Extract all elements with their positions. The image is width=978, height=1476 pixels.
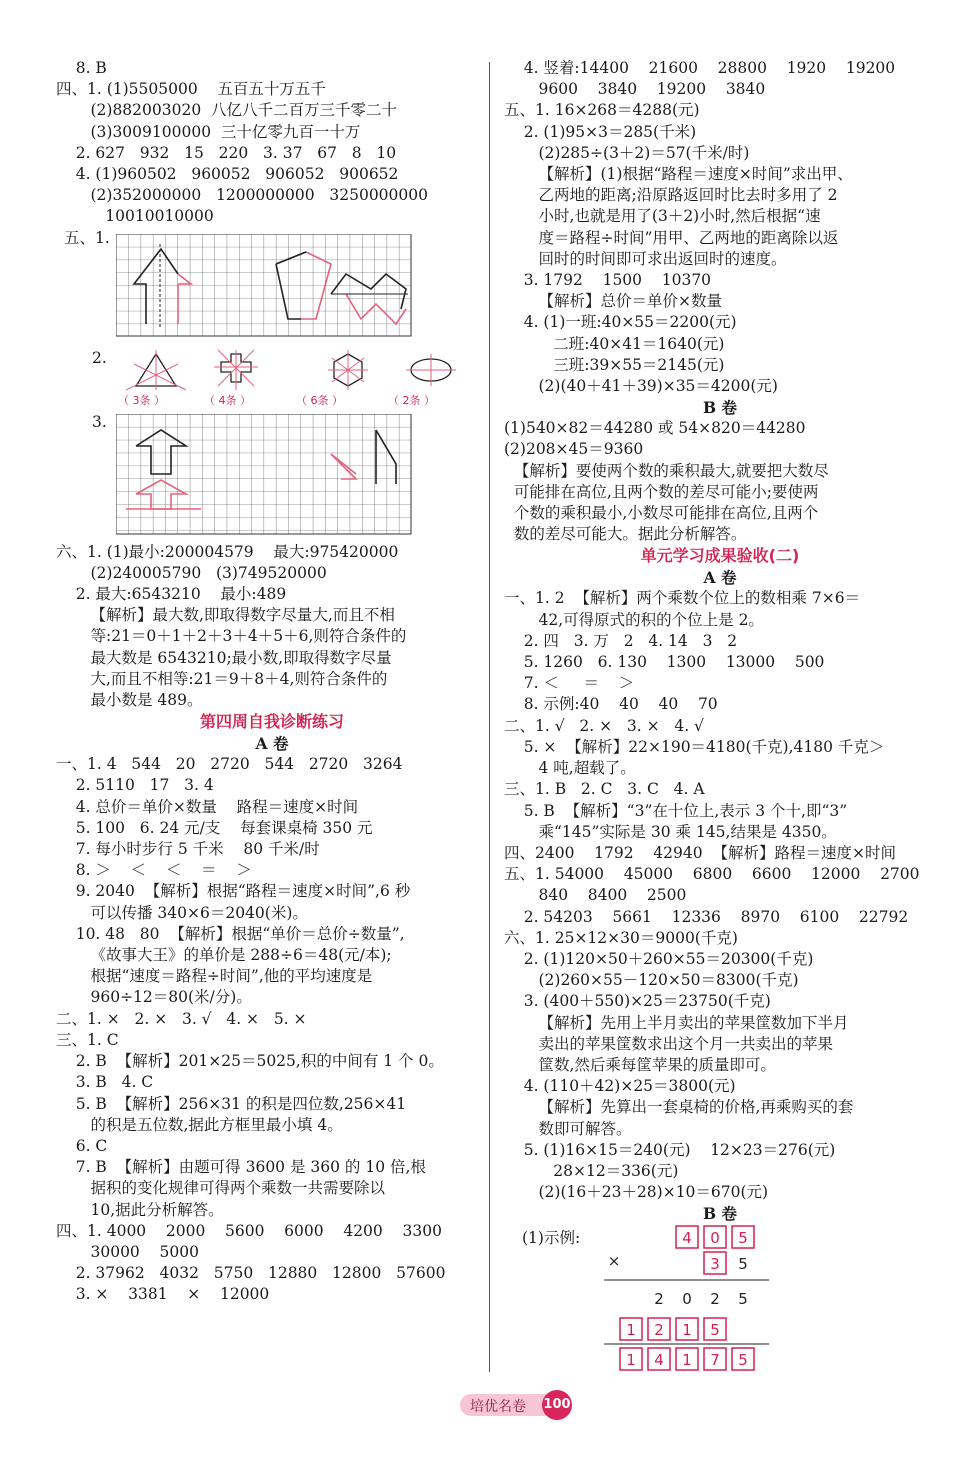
grid-figure-1 <box>56 228 488 348</box>
answers-section-top <box>56 58 488 228</box>
answer-line: 3. B 4. C <box>56 1073 154 1092</box>
footer-brand: 培优名卷 <box>470 1399 526 1415</box>
digit: 5 <box>738 1351 748 1370</box>
axis-count: （ 4条 ） <box>204 393 251 407</box>
answer-line: (2)260×55－120×50＝8300(千克) <box>504 971 799 990</box>
axis-count: （ 3条 ） <box>118 393 165 407</box>
column-divider <box>489 62 490 1372</box>
answer-line: (1)540×82＝44280 或 54×820＝44280 <box>504 419 806 438</box>
page-number: 100 <box>542 1390 572 1420</box>
answer-line: 4. (110＋42)×25＝3800(元) <box>504 1077 736 1096</box>
answer-line: 大,而且不相等:21＝9＋8＋4,则符合条件的 <box>56 669 388 688</box>
answer-line: 一、1. 4 544 20 2720 544 2720 3264 <box>56 755 403 774</box>
answer-line: 【解析】总价＝单价×数量 <box>504 292 722 311</box>
answer-line: 4. 总价＝单价×数量 路程＝速度×时间 <box>56 797 359 816</box>
answer-line: 30000 5000 <box>56 1242 199 1261</box>
symmetry-axes-figure <box>56 348 488 412</box>
answer-line: 2. 最大:6543210 最小:489 <box>56 585 287 604</box>
digit: 5 <box>738 1255 748 1274</box>
answer-line: (3)3009100000 三十亿零九百一十万 <box>56 122 361 141</box>
digit: 0 <box>710 1229 720 1248</box>
answer-line: 四、1. (1)5505000 五百五十万五千 <box>56 80 326 99</box>
answer-line: 4. (1)960502 960052 906052 900652 <box>56 165 399 184</box>
answer-line: 数即可解答。 <box>504 1119 632 1138</box>
answer-line: 2. 54203 5661 12336 8970 6100 22792 <box>504 907 909 926</box>
answer-line: 8. 示例:40 40 40 70 <box>504 695 718 714</box>
answer-line: 乙两地的距离;沿原路返回时比去时多用了 2 <box>504 186 838 205</box>
digit: 1 <box>682 1351 692 1370</box>
answer-line: 7. B 【解析】由题可得 3600 是 360 的 10 倍,根 <box>56 1158 426 1177</box>
answer-line: 2. 四 3. 万 2 4. 14 3 2 <box>504 631 738 650</box>
answer-line: 【解析】先用上半月卖出的苹果筐数加下半月 <box>504 1013 849 1032</box>
answer-line: 10010010000 <box>56 207 214 226</box>
answer-line: 等:21＝0＋1＋2＋3＋4＋5＋6,则符合条件的 <box>56 627 407 646</box>
answer-line: 2. (1)95×3＝285(千米) <box>504 122 697 141</box>
grid-drawing-symmetry <box>116 234 412 338</box>
week4-title: 第四周自我诊断练习 <box>199 712 344 732</box>
example-label: (1)示例: <box>522 1229 581 1248</box>
answer-line: 960÷12＝80(米/分)。 <box>56 988 252 1007</box>
answer-line: 【解析】要使两个数的乘积最大,就要把大数尽 <box>504 461 829 480</box>
digit: 4 <box>654 1351 664 1370</box>
answer-line: 据积的变化规律可得两个乘数一共需要除以 <box>56 1179 385 1198</box>
digit: 4 <box>682 1229 692 1248</box>
answer-line: 7. 每小时步行 5 千米 80 千米/时 <box>56 840 320 859</box>
week4-volume: A 卷 <box>255 734 289 754</box>
answer-line: 2. B 【解析】201×25＝5025,积的中间有 1 个 0。 <box>56 1052 444 1071</box>
multiplication-boxes <box>594 1224 774 1374</box>
answer-line: 回时的时间即可求出返回时的速度。 <box>504 249 787 268</box>
digit: 0 <box>682 1290 692 1309</box>
b-volume-title-2: B 卷 <box>703 1204 737 1224</box>
answer-line: 28×12＝336(元) <box>504 1161 679 1180</box>
vertical-multiplication <box>504 1224 936 1374</box>
answer-line: 三、1. B 2. C 3. C 4. A <box>504 780 705 799</box>
answers-section-six <box>56 542 488 712</box>
answer-line: (2)352000000 1200000000 3250000000 <box>56 186 428 205</box>
answer-line: 3. 1792 1500 10370 <box>504 271 712 290</box>
digit: 2 <box>654 1321 664 1340</box>
digit: 5 <box>710 1321 720 1340</box>
answer-line: 四、1. 4000 2000 5600 6000 4200 3300 <box>56 1221 442 1240</box>
digit: 2 <box>710 1290 720 1309</box>
answer-line: 卖出的苹果筐数求出这个月一共卖出的苹果 <box>504 1034 833 1053</box>
answer-line: 五、1. 54000 45000 6800 6600 12000 2700 <box>504 865 920 884</box>
grid-figure-3 <box>56 412 488 542</box>
answer-line: 小时,也就是用了(3＋2)小时,然后根据“速 <box>504 207 821 226</box>
answer-line: 最小数是 489。 <box>56 691 203 710</box>
answer-line: 可能排在高位,且两个数的差尽可能小;要使两 <box>504 482 819 501</box>
answer-line: 4 吨,超载了。 <box>504 759 636 778</box>
answer-line: 8. B <box>56 59 107 77</box>
digit: 1 <box>626 1351 636 1370</box>
answer-line: 一、1. 2 【解析】两个乘数个位上的数相乘 7×6＝ <box>504 589 861 608</box>
answer-line: 42,可得原式的积的个位上是 2。 <box>504 610 764 629</box>
answer-line: 9600 3840 19200 3840 <box>504 80 766 99</box>
answer-line: 5. × 【解析】22×190＝4180(千克),4180 千克＞ <box>504 737 885 756</box>
answer-line: 三班:39×55＝2145(元) <box>504 355 725 374</box>
answer-line: 筐数,然后乘每筐苹果的质量即可。 <box>504 1055 776 1074</box>
answer-line: 【解析】(1)根据“路程＝速度×时间”求出甲、 <box>504 165 853 184</box>
answer-line: 【解析】先算出一套桌椅的价格,再乘购买的套 <box>504 1098 854 1117</box>
answer-line: 六、1. (1)最小:200004579 最大:975420000 <box>56 542 399 561</box>
answer-line: 5. 100 6. 24 元/支 每套课桌椅 350 元 <box>56 818 373 837</box>
answer-line: (2)208×45＝9360 <box>504 440 644 459</box>
answer-line: 4. 竖着:14400 21600 28800 1920 19200 <box>504 59 896 77</box>
digit: 3 <box>710 1255 720 1274</box>
digit: 5 <box>738 1229 748 1248</box>
answer-line: 【解析】最大数,即取得数字尽量大,而且不相 <box>56 606 395 625</box>
label-two: 2. <box>92 348 107 367</box>
answer-line: 根据“速度＝路程÷时间”,他的平均速度是 <box>56 967 373 986</box>
answer-line: 乘“145”实际是 30 乘 145,结果是 4350。 <box>504 822 837 841</box>
week4-answers <box>56 754 488 1305</box>
answers-section-continued <box>504 58 936 397</box>
answer-line: 可以传播 340×6＝2040(米)。 <box>56 903 308 922</box>
answer-line: 5. (1)16×15＝240(元) 12×23＝276(元) <box>504 1140 836 1159</box>
answer-line: (2)882003020 八亿八千二百万三千零二十 <box>56 101 398 120</box>
right-column <box>504 58 936 1374</box>
answer-line: 二班:40×41＝1640(元) <box>504 334 725 353</box>
answer-line: 三、1. C <box>56 1030 119 1049</box>
answer-line: 四、2400 1792 42940 【解析】路程＝速度×时间 <box>504 843 896 862</box>
answer-line: 2. (1)120×50＋260×55＝20300(千克) <box>504 949 814 968</box>
answer-line: 2. 5110 17 3. 4 <box>56 776 214 795</box>
unit2-volume: A 卷 <box>703 568 737 588</box>
axis-count: （ 2条 ） <box>388 393 435 407</box>
digit: 5 <box>738 1290 748 1309</box>
b-volume-answers <box>504 418 936 545</box>
answer-line: (2)(16＋23＋28)×10＝670(元) <box>504 1183 769 1202</box>
answer-line: 7. ＜ ＝ ＞ <box>504 674 635 693</box>
answer-line: 3. × 3381 × 12000 <box>56 1285 270 1304</box>
answer-line: 2. 37962 4032 5750 12880 12800 57600 <box>56 1264 446 1283</box>
answer-line: 5. 1260 6. 130 1300 13000 500 <box>504 653 825 672</box>
digit: 7 <box>710 1351 720 1370</box>
b-volume-title: B 卷 <box>703 398 737 418</box>
answer-line: 《故事大王》的单价是 288÷6＝48(元/本); <box>56 946 392 965</box>
answer-line: 840 8400 2500 <box>504 886 687 905</box>
answer-line: 个数的乘积最小,小数尽可能排在高位,且两个 <box>504 504 819 523</box>
answer-line: 5. B 【解析】256×31 的积是四位数,256×41 <box>56 1094 407 1113</box>
digit: 1 <box>682 1321 692 1340</box>
digit: 1 <box>626 1321 636 1340</box>
answer-line: 8. ＞ ＜ ＜ ＝ ＞ <box>56 861 252 880</box>
page-footer <box>460 1390 588 1418</box>
answer-line: 9. 2040 【解析】根据“路程＝速度×时间”,6 秒 <box>56 882 411 901</box>
answer-line: 二、1. √ 2. × 3. × 4. √ <box>504 716 704 735</box>
answer-line: 6. C <box>56 1136 108 1155</box>
answer-line: (2)240005790 (3)749520000 <box>56 563 327 582</box>
label-three: 3. <box>92 412 107 431</box>
times-sign: × <box>607 1252 621 1271</box>
answer-line: 六、1. 25×12×30＝9000(千克) <box>504 928 738 947</box>
answer-line: (2)(40＋41＋39)×35＝4200(元) <box>504 377 778 396</box>
label-five-one: 五、1. <box>64 228 110 247</box>
answer-line: 数的差尽可能大。据此分析解答。 <box>504 525 747 544</box>
left-column <box>56 58 488 1306</box>
axis-count: （ 6条 ） <box>296 393 343 407</box>
answer-line: 3. (400＋550)×25＝23750(千克) <box>504 992 771 1011</box>
answer-line: 最大数是 6543210;最小数,即取得数字尽量 <box>56 648 392 667</box>
answer-line: 4. (1)一班:40×55＝2200(元) <box>504 313 737 332</box>
digit: 2 <box>654 1290 664 1309</box>
answer-line: 度＝路程÷时间”用甲、乙两地的距离除以返 <box>504 228 839 247</box>
shapes-with-axes <box>116 350 456 392</box>
answer-line: (2)285÷(3＋2)＝57(千米/时) <box>504 143 750 162</box>
answer-line: 的积是五位数,据此方框里最小填 4。 <box>56 1115 343 1134</box>
grid-drawing-translation <box>116 414 412 536</box>
answer-line: 五、1. 16×268＝4288(元) <box>504 101 700 120</box>
unit2-answers <box>504 588 936 1203</box>
answer-line: 5. B 【解析】“3”在十位上,表示 3 个十,即“3” <box>504 801 848 820</box>
unit2-title: 单元学习成果验收(二) <box>640 546 800 566</box>
answer-line: 10. 48 80 【解析】根据“单价＝总价÷数量”, <box>56 924 405 943</box>
answer-line: 10,据此分析解答。 <box>56 1200 224 1219</box>
answer-line: 2. 627 932 15 220 3. 37 67 8 10 <box>56 143 397 162</box>
answer-line: 二、1. × 2. × 3. √ 4. × 5. × <box>56 1009 307 1028</box>
